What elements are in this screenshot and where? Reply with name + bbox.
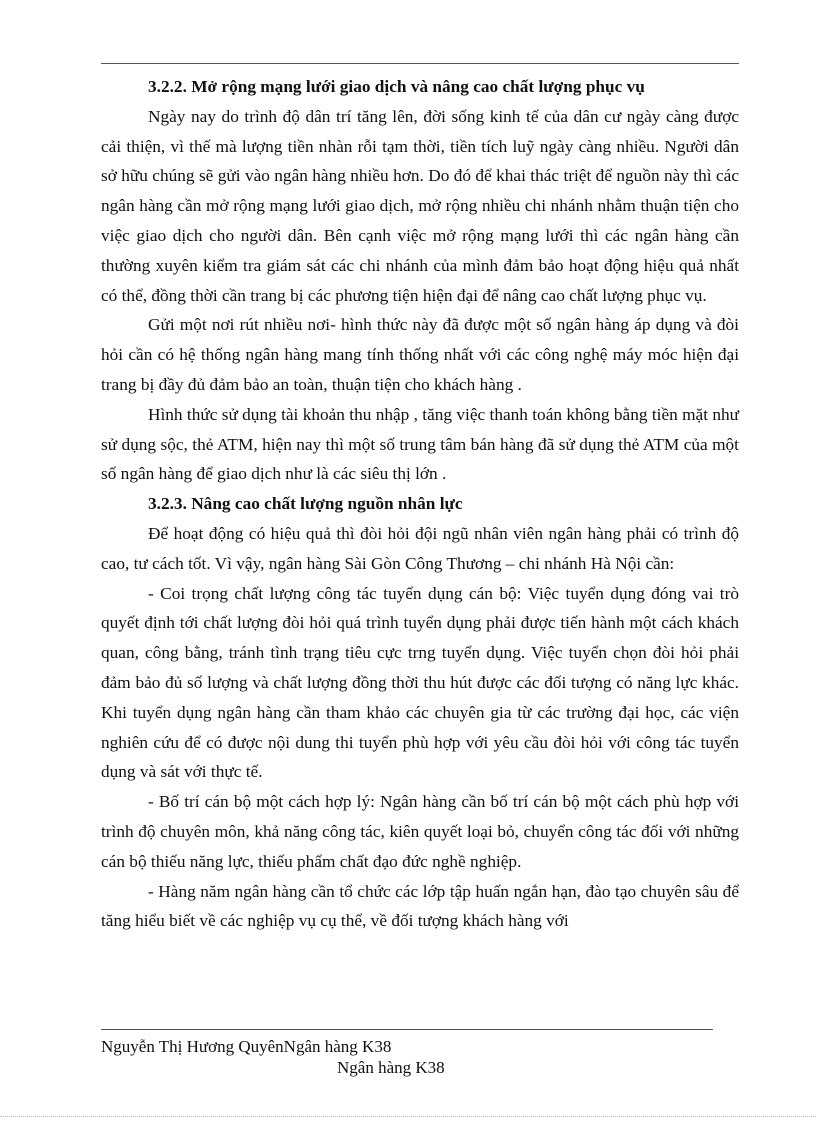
- paragraph-network-expansion: Ngày nay do trình độ dân trí tăng lên, đời sống kinh tế của dân cư ngày càng được cải thiện, vì thế mà lượng tiền nhàn rỗi tạm thời, tiền tích luỹ ngày càng nhiều. Người dân sở hữu chúng sẽ gửi vào ngân hàng nhiều hơn. Do đó để khai thác triệt để nguồn này thì các ngân hàng cần mở rộng mạng lưới giao dịch, mở rộng nhiều chi nhánh nhằm thuận tiện cho việc giao dịch cho người dân. Bên cạnh việc mở rộng mạng lưới thì các ngân hàng cần thường xuyên kiểm tra giám sát các chi nhánh của mình đảm bảo hoạt động hiệu quả nhất có thể, đồng thời cần trang bị các phương tiện hiện đại để nâng cao chất lượng phục vụ.: [101, 106, 739, 305]
- section-heading-3-2-2: 3.2.2. Mở rộng mạng lưới giao dịch và nâng cao chất lượng phục vụ: [148, 77, 645, 96]
- paragraph-hr-intro: Để hoạt động có hiệu quả thì đòi hỏi đội ngũ nhân viên ngân hàng phải có trình độ cao, tư cách tốt. Vì vậy, ngân hàng Sài Gòn Công Thương – chi nhánh Hà Nội cần:: [101, 523, 739, 573]
- bullet-recruitment: - Coi trọng chất lượng công tác tuyển dụng cán bộ: Việc tuyển dụng đóng vai trò quyết định tới chất lượng đòi hỏi quá trình tuyển dụng phải được tiến hành một cách khách quan, công bằng, tránh tình trạng tiêu cực trng tuyển dụng. Việc tuyển chọn đòi hỏi phải đảm bảo đủ số lượng và chất lượng đồng thời thu hút được các đối tượng có năng lực khác. Khi tuyển dụng ngân hàng cần tham khảo các chuyên gia từ các trường đại học, các viện nghiên cứu để có được nội dung thi tuyển phù hợp với yêu cầu đòi hỏi với công tác tuyển dụng và sát với thực tế.: [101, 583, 739, 782]
- paragraph-deposit-withdraw: Gửi một nơi rút nhiều nơi- hình thức này đã được một số ngân hàng áp dụng và đòi hỏi cần có hệ thống ngân hàng mang tính thống nhất với các công nghệ máy móc hiện đại trang bị đầy đủ đảm bảo an toàn, thuận tiện cho khách hàng .: [101, 315, 739, 394]
- header-rule: [101, 63, 739, 64]
- section-heading-3-2-3: 3.2.3. Nâng cao chất lượng nguồn nhân lực: [148, 494, 463, 514]
- page-body: [101, 72, 739, 936]
- footer-author: Nguyễn Thị Hương QuyênNgân hàng K38: [101, 1037, 392, 1056]
- page-break-line: [0, 1116, 816, 1117]
- bullet-staff-allocation: - Bố trí cán bộ một cách hợp lý: Ngân hàng cần bố trí cán bộ một cách phù hợp với trình độ chuyên môn, khả năng công tác, kiên quyết loại bỏ, chuyển công tác đối với những cán bộ thiếu năng lực, thiếu phẩm chất đạo đức nghề nghiệp.: [101, 792, 739, 871]
- paragraph-account-usage: Hình thức sử dụng tài khoản thu nhập , tăng việc thanh toán không bằng tiền mặt như sử dụng sộc, thẻ ATM, hiện nay thì một số trung tâm bán hàng đã sử dụng thẻ ATM của một số ngân hàng để giao dịch như là các siêu thị lớn .: [101, 404, 739, 484]
- footer-class: Ngân hàng K38: [337, 1058, 445, 1077]
- footer-rule: [101, 1029, 713, 1030]
- bullet-training: - Hàng năm ngân hàng cần tổ chức các lớp tập huấn ngắn hạn, đào tạo chuyên sâu để tăng hiểu biết về các nghiệp vụ cụ thể, về đối tượng khách hàng với: [101, 881, 739, 931]
